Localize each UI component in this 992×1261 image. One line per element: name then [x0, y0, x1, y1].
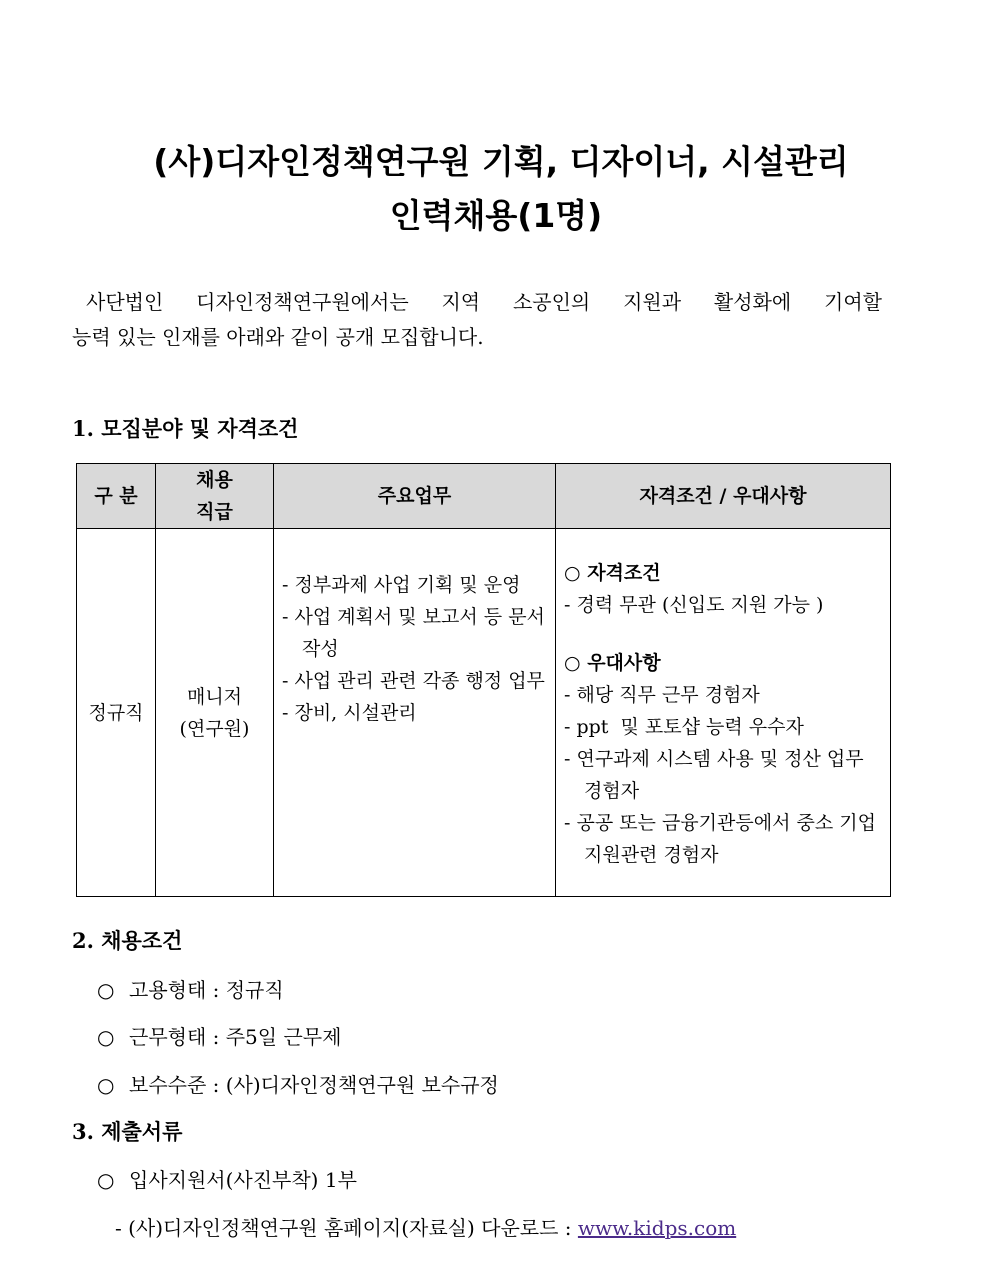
condition-item: [97, 974, 284, 1003]
cell-position: [156, 529, 274, 897]
homepage-link[interactable]: www.kidps.com: [577, 1216, 737, 1240]
duty-item: - 사업 관리 관련 각종 행정 업무: [282, 670, 545, 692]
section1-heading: 1. 모집분야 및 자격조건: [72, 416, 299, 441]
duty-item: - 사업 계획서 및 보고서 등 문서 작성: [282, 606, 545, 660]
preference-item: - ppt 및 포토샵 능력 우수자: [564, 716, 804, 738]
document-title-line1: (사)디자인정책연구원 기획, 디자이너, 시설관리: [153, 142, 849, 181]
table-row: [77, 529, 891, 897]
preference-item: - 연구과제 시스템 사용 및 정산 업무 경험자: [564, 748, 864, 802]
condition-text: 근무형태 : 주5일 근무제: [129, 1025, 342, 1049]
intro-line2: 능력 있는 인재를 아래와 같이 공개 모집합니다.: [72, 325, 484, 349]
circle-bullet-icon: ○: [97, 1025, 115, 1049]
header-duties: 주요업무: [274, 464, 556, 529]
cell-qualifications: [556, 529, 891, 897]
circle-bullet-icon: ○: [97, 978, 115, 1002]
header-qualifications: 자격조건 / 우대사항: [556, 464, 891, 529]
condition-text: 보수수준 : (사)디자인정책연구원 보수규정: [129, 1073, 499, 1097]
qualification-item: - 경력 무관 (신입도 지원 가능 ): [564, 594, 824, 616]
table-header-row: [77, 464, 891, 529]
document-sub-item: [115, 1212, 736, 1241]
header-position-text: 채용 직급: [196, 469, 233, 523]
recruitment-table: [76, 463, 891, 897]
document-title-line2: 인력채용(1명): [389, 196, 603, 235]
duty-item: - 장비, 시설관리: [282, 702, 417, 724]
condition-text: 고용형태 : 정규직: [129, 978, 284, 1002]
download-text: - (사)디자인정책연구원 홈페이지(자료실) 다운로드 :: [115, 1216, 578, 1240]
circle-bullet-icon: ○: [97, 1168, 115, 1192]
qualifications-heading: ○ 자격조건: [564, 562, 661, 584]
condition-item: [97, 1021, 341, 1050]
circle-bullet-icon: ○: [97, 1073, 115, 1097]
document-item: [97, 1164, 357, 1193]
section3-heading: 3. 제출서류: [72, 1119, 183, 1144]
preference-item: - 공공 또는 금융기관등에서 중소 기업지원관련 경험자: [564, 812, 876, 866]
section2-heading: 2. 채용조건: [72, 928, 183, 953]
intro-line1: 사단법인 디자인정책연구원에서는 지역 소공인의 지원과 활성화에 기여할: [86, 290, 882, 314]
cell-category: 정규직: [77, 529, 156, 897]
duty-item: - 정부과제 사업 기획 및 운영: [282, 574, 521, 596]
preference-item: - 해당 직무 근무 경험자: [564, 684, 760, 706]
cell-duties: [274, 529, 556, 897]
cell-position-text: 매니저 (연구원): [179, 685, 250, 740]
document-text: 입사지원서(사진부착) 1부: [129, 1168, 357, 1192]
condition-item: [97, 1069, 499, 1098]
preferences-heading: ○ 우대사항: [564, 652, 661, 674]
header-category: 구 분: [77, 464, 156, 529]
header-position: [156, 464, 274, 529]
